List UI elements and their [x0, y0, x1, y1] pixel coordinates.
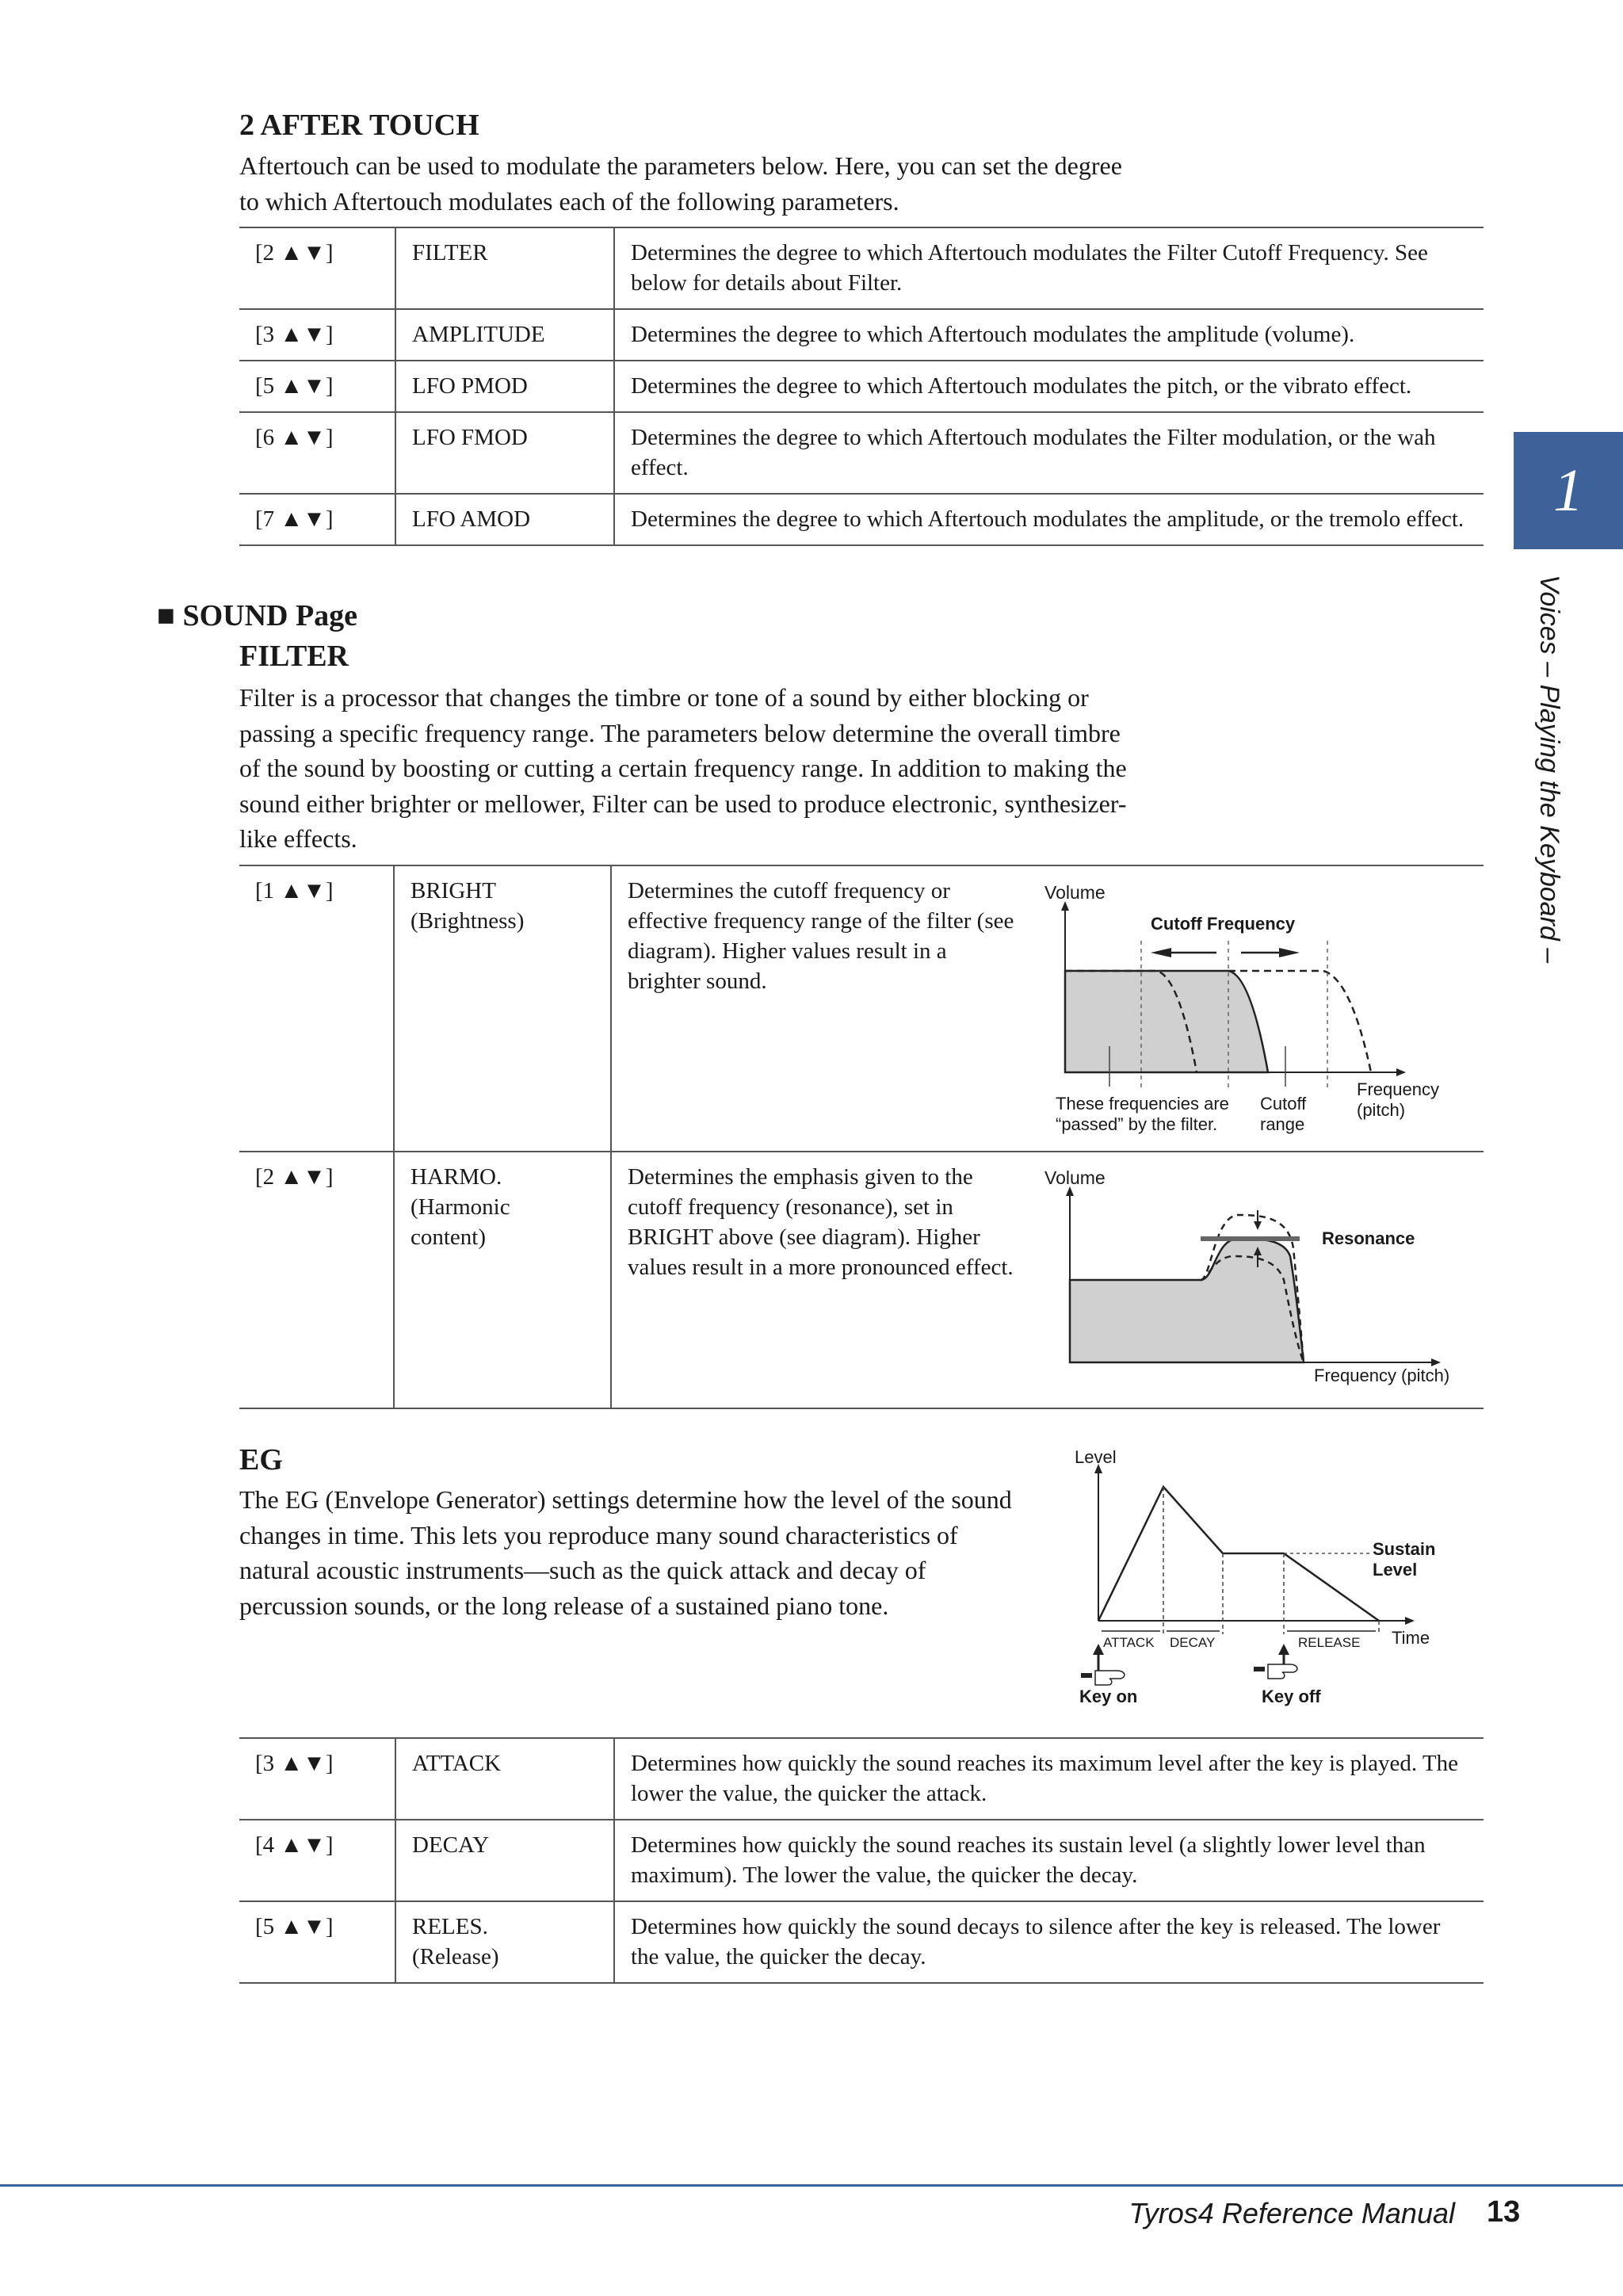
sound-page-heading: [157, 598, 357, 633]
table-row: [239, 227, 1484, 309]
cutoff-diagram-volume-label: Volume: [1044, 882, 1106, 903]
table-row: [239, 412, 1484, 494]
sound-page-title: SOUND Page: [182, 599, 358, 632]
param-line: ATTACK: [412, 1751, 502, 1776]
eg-intro: The EG (Envelope Generator) settings determine how the level of the sound changes in time. This lets you reproduce many sound characteristics of natural acoustic instruments—such as the quick attack and decay of percussion sounds, or the long release of a sustained piano tone.: [239, 1485, 1012, 1620]
label-line: Level: [1373, 1560, 1418, 1580]
param-line: RELES.: [412, 1914, 488, 1939]
decay-label: DECAY: [1170, 1635, 1216, 1650]
param-desc: Determines the emphasis given to the cutoff frequency (resonance), set in BRIGHT above (see diagram). Higher values result in a more pronounced effect.: [628, 1164, 1014, 1280]
knob-label: [4 ▲▼]: [239, 1820, 395, 1901]
column-divider: [610, 866, 612, 1408]
param-desc: Determines how quickly the sound decays to silence after the key is released. The lower the value, the quicker the decay.: [614, 1901, 1484, 1983]
table-row: [239, 361, 1484, 412]
knob-label: [3 ▲▼]: [239, 309, 395, 361]
param-line: content): [411, 1224, 487, 1250]
chapter-vertical-title: Voices – Playing the Keyboard –: [1534, 575, 1564, 964]
param-desc: Determines the degree to which Aftertouch modulates the pitch, or the vibrato effect.: [614, 361, 1484, 412]
param-name: AMPLITUDE: [395, 309, 614, 361]
table-row: [239, 309, 1484, 361]
resonance-frequency-label: Frequency (pitch): [1314, 1366, 1450, 1385]
resonance-diagram-volume-label: Volume: [1044, 1167, 1106, 1188]
attack-label: ATTACK: [1103, 1635, 1155, 1650]
param-line: DECAY: [412, 1832, 490, 1858]
knob-label: [3 ▲▼]: [239, 1738, 395, 1820]
param-desc: Determines how quickly the sound reaches its maximum level after the key is played. The lower the value, the quicker the attack.: [614, 1738, 1484, 1820]
param-name: [411, 1162, 510, 1252]
param-name: [395, 1738, 614, 1820]
table-row: [239, 1738, 1484, 1820]
knob-label: [6 ▲▼]: [239, 412, 395, 494]
label-line: (pitch): [1357, 1100, 1406, 1120]
hand-icon: [1254, 1664, 1297, 1679]
cutoff-range-label: [1260, 1094, 1306, 1135]
label-line: Sustain: [1373, 1539, 1436, 1559]
table-row: [239, 1820, 1484, 1901]
resonance-label: Resonance: [1322, 1228, 1415, 1248]
hand-icon: [1081, 1671, 1125, 1685]
knob-label: [7 ▲▼]: [239, 494, 395, 545]
page-number: 13: [1487, 2195, 1521, 2229]
cutoff-frequency-label: Cutoff Frequency: [1151, 914, 1296, 934]
param-line: HARMO.: [411, 1164, 502, 1190]
column-divider: [393, 866, 395, 1408]
eg-heading: EG: [239, 1443, 283, 1477]
param-name: LFO FMOD: [395, 412, 614, 494]
knob-label: [1 ▲▼]: [255, 878, 334, 904]
param-line: (Release): [412, 1944, 499, 1969]
table-row: [239, 1901, 1484, 1983]
param-name: LFO AMOD: [395, 494, 614, 545]
frequency-axis-label: [1357, 1079, 1439, 1121]
param-desc: Determines the degree to which Aftertouch modulates the amplitude (volume).: [614, 309, 1484, 361]
level-axis-label: Level: [1075, 1447, 1117, 1467]
param-desc: Determines how quickly the sound reaches its sustain level (a slightly lower level than maximum). The lower the value, the quicker the decay.: [614, 1820, 1484, 1901]
knob-label: [2 ▲▼]: [255, 1164, 334, 1190]
param-name: [395, 1820, 614, 1901]
label-line: “passed” by the filter.: [1056, 1114, 1218, 1134]
param-line: (Brightness): [411, 908, 525, 934]
param-name: [411, 876, 524, 936]
param-line: (Harmonic: [411, 1194, 510, 1220]
param-line: BRIGHT: [411, 878, 496, 904]
footer-rule: [0, 2184, 1623, 2187]
knob-label: [5 ▲▼]: [239, 1901, 395, 1983]
sustain-level-label: [1373, 1539, 1435, 1580]
release-label: RELEASE: [1298, 1635, 1361, 1650]
param-desc: Determines the degree to which Aftertouch modulates the Filter Cutoff Frequency. See below for details about Filter.: [614, 227, 1484, 309]
param-desc: Determines the degree to which Aftertouch modulates the Filter modulation, or the wah effect.: [614, 412, 1484, 494]
table-row: [239, 494, 1484, 545]
resonance-diagram: [1038, 1161, 1466, 1383]
time-axis-label: Time: [1392, 1628, 1430, 1648]
passed-frequencies-label: [1056, 1094, 1229, 1135]
chapter-tab[interactable]: 1: [1514, 432, 1623, 549]
knob-label: [5 ▲▼]: [239, 361, 395, 412]
param-name: LFO PMOD: [395, 361, 614, 412]
filter-heading: FILTER: [239, 640, 349, 673]
aftertouch-table: [239, 227, 1484, 546]
label-line: These frequencies are: [1056, 1094, 1229, 1114]
label-line: Frequency: [1357, 1079, 1439, 1099]
param-name: FILTER: [395, 227, 614, 309]
label-line: Cutoff: [1260, 1094, 1307, 1114]
aftertouch-heading: 2 AFTER TOUCH: [239, 109, 479, 142]
param-name: [395, 1901, 614, 1983]
knob-label: [2 ▲▼]: [239, 227, 395, 309]
aftertouch-intro: Aftertouch can be used to modulate the parameters below. Here, you can set the degree to which Aftertouch modulates each of the following parameters.: [239, 151, 1122, 216]
filter-intro: Filter is a processor that changes the timbre or tone of a sound by either blocking or passing a specific frequency range. The parameters below determine the overall timbre of the sound by boosting or cutting a certain frequency range. In addition to making the sound either brighter or mellower, Filter can be used to produce electronic, synthesizer-like effects.: [239, 683, 1127, 853]
param-desc: Determines the cutoff frequency or effective frequency range of the filter (see diagram). Higher values result in a brighter sound.: [628, 878, 1014, 994]
label-line: range: [1260, 1114, 1305, 1134]
row-divider: [239, 1151, 1484, 1152]
footer-manual-title: Tyros4 Reference Manual: [1128, 2197, 1455, 2229]
eg-table: [239, 1737, 1484, 1984]
param-desc: Determines the degree to which Aftertouch modulates the amplitude, or the tremolo effect.: [614, 494, 1484, 545]
key-on-label: Key on: [1079, 1687, 1138, 1706]
key-off-label: Key off: [1262, 1687, 1321, 1706]
bullet-square-icon: ■: [157, 599, 175, 632]
